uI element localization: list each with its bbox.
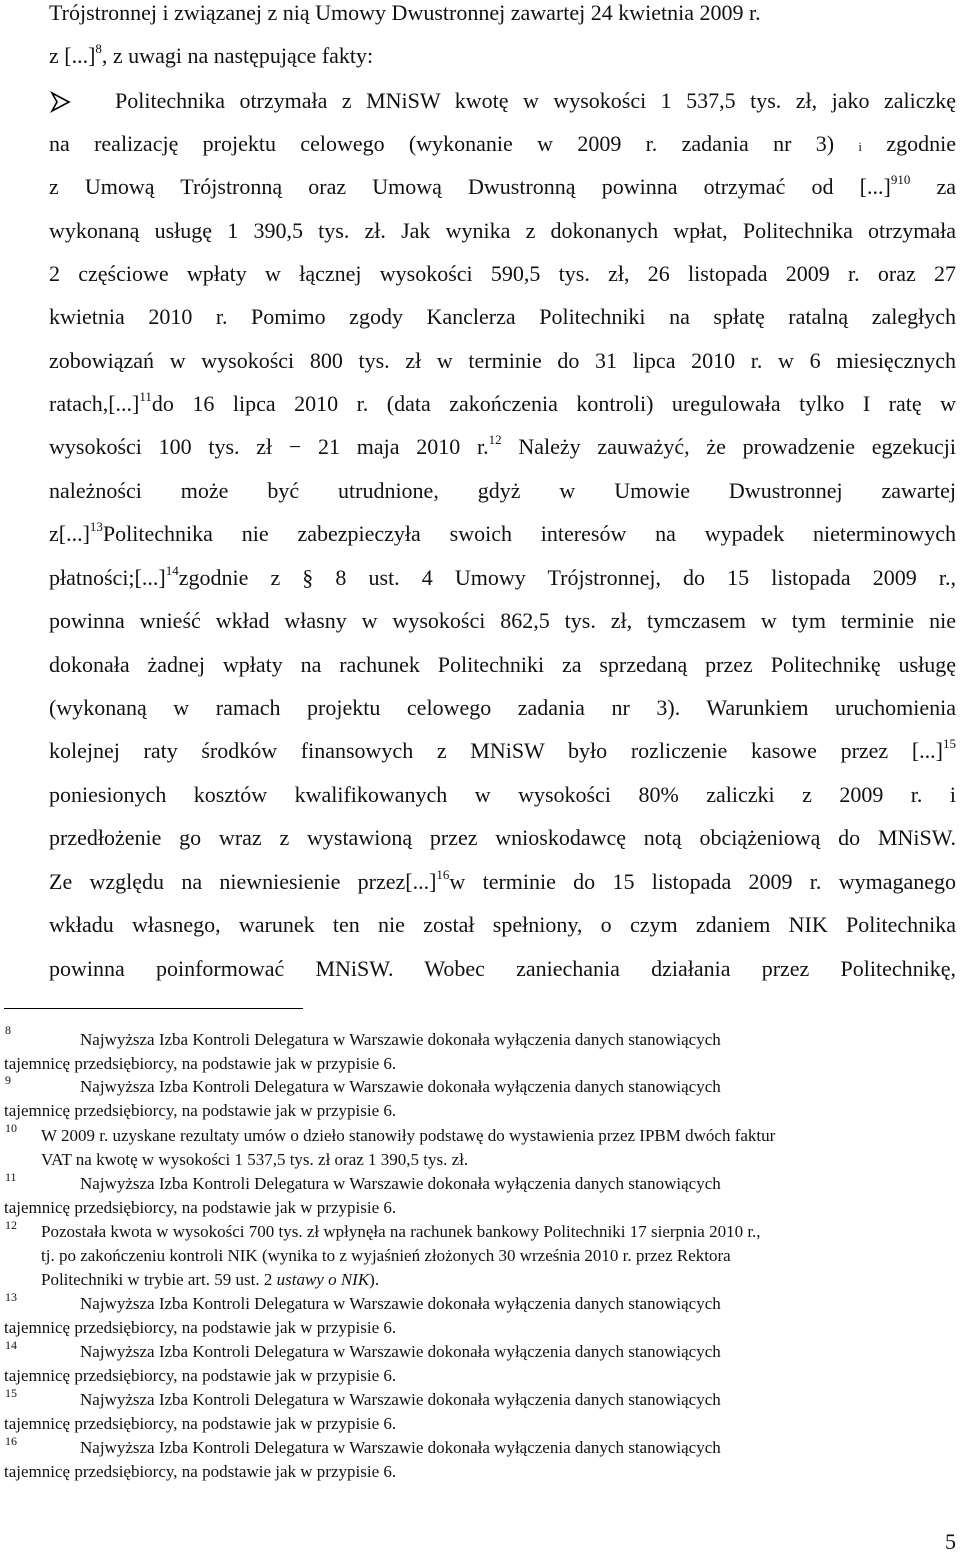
body-line-18: kolejnej raty środków finansowych z MNiSW było rozliczenie kasowe przez [...]$^{15}$ [49, 735, 956, 763]
footnote-14-line-1: Najwyższa Izba Kontroli Delegatura w Warszawie dokonała wyłączenia danych stanowiących [80, 1342, 721, 1361]
footnote-ref-13[interactable]: 13 [89, 518, 103, 534]
footnote-13-line-2: tajemnicę przedsiębiorcy, na podstawie jak w przypisie 6. [4, 1318, 397, 1337]
footnote-15-line-2: tajemnicę przedsiębiorcy, na podstawie jak w przypisie 6. [4, 1414, 397, 1433]
body-line-4: na realizację projektu celowego (wykonanie w 2009 r. zadania nr 3) i zgodnie [49, 131, 956, 156]
footnote-16-line-2: tajemnicę przedsiębiorcy, na podstawie jak w przypisie 6. [4, 1462, 397, 1481]
body-line-1: Trójstronnej i związanej z nią Umowy Dwustronnej zawartej 24 kwietnia 2009 r. [49, 0, 761, 25]
body-line-10: ratach,[...]$^{11}$do 16 lipca 2010 r. (data zakończenia kontroli) uregulowała tylko I ratę w [49, 388, 956, 416]
footnote-number-16: 16 [5, 1434, 17, 1448]
body-line-15: powinna wnieść wkład własny w wysokości 862,5 tys. zł, tymczasem w tym terminie nie [49, 608, 956, 633]
body-line-20: przedłożenie go wraz z wystawioną przez wnioskodawcę notą obciążeniową do MNiSW. [49, 825, 956, 850]
body-line-5: z Umową Trójstronną oraz Umową Dwustronną powinna otrzymać od [...]$^{910}$ za [49, 171, 957, 199]
footnote-ref-9-10[interactable]: 910 [890, 171, 911, 187]
footnote-12-line-3: Politechniki w trybie art. 59 ust. 2 ustawy o NIK). [41, 1270, 380, 1289]
page-number: 5 [945, 1529, 956, 1554]
footnote-12-line-2: tj. po zakończeniu kontroli NIK (wynika to z wyjaśnień złożonych 30 września 2010 r. przez Rektora [41, 1246, 731, 1265]
body-line-8: kwietnia 2010 r. Pomimo zgody Kanclerza Politechniki na spłatę ratalną zaległych [49, 304, 956, 329]
body-line-14: płatności;[...]$^{14}$zgodnie z § 8 ust. 4 Umowy Trójstronnej, do 15 listopada 2009 r., [49, 562, 956, 590]
body-line-22: wkładu własnego, warunek ten nie został spełniony, o czym zdaniem NIK Politechnika [49, 912, 956, 937]
footnote-11-line-2: tajemnicę przedsiębiorcy, na podstawie jak w przypisie 6. [4, 1198, 397, 1217]
footnote-13-line-1: Najwyższa Izba Kontroli Delegatura w Warszawie dokonała wyłączenia danych stanowiących [80, 1294, 721, 1313]
footnote-ref-15[interactable]: 15 [943, 735, 956, 751]
body-line-9: zobowiązań w wysokości 800 tys. zł w terminie do 31 lipca 2010 r. w 6 miesięcznych [49, 348, 956, 373]
body-line-23: powinna poinformować MNiSW. Wobec zaniechania działania przez Politechnikę, [49, 956, 956, 981]
footnote-number-10: 10 [5, 1121, 17, 1135]
footnote-16-line-1: Najwyższa Izba Kontroli Delegatura w Warszawie dokonała wyłączenia danych stanowiących [80, 1438, 721, 1457]
footnote-14-line-2: tajemnicę przedsiębiorcy, na podstawie jak w przypisie 6. [4, 1366, 397, 1385]
footnote-10-line-2: VAT na kwotę w wysokości 1 537,5 tys. zł oraz 1 390,5 tys. zł. [41, 1150, 469, 1169]
footnote-ref-16[interactable]: 16 [436, 866, 450, 882]
footnote-separator [4, 1008, 303, 1009]
footnote-number-11: 11 [5, 1170, 17, 1184]
footnote-9-line-1: Najwyższa Izba Kontroli Delegatura w Warszawie dokonała wyłączenia danych stanowiących [80, 1077, 721, 1096]
footnote-15-line-1: Najwyższa Izba Kontroli Delegatura w Warszawie dokonała wyłączenia danych stanowiących [80, 1390, 721, 1409]
footnote-number-13: 13 [5, 1290, 17, 1304]
footnote-9-line-2: tajemnicę przedsiębiorcy, na podstawie jak w przypisie 6. [4, 1101, 397, 1120]
footnote-ref-14[interactable]: 14 [165, 562, 179, 578]
body-line-21: Ze względu na niewniesienie przez[...]$^{16}$w terminie do 15 listopada 2009 r. wymaganego [49, 866, 956, 894]
body-line-12: należności może być utrudnione, gdyż w Umowie Dwustronnej zawartej [49, 478, 956, 503]
arrow-bullet-icon [49, 90, 73, 114]
body-line-3: Politechnika otrzymała z MNiSW kwotę w wysokości 1 537,5 tys. zł, jako zaliczkę [115, 88, 956, 113]
footnote-number-12: 12 [5, 1218, 17, 1232]
footnote-10-line-1: W 2009 r. uzyskane rezultaty umów o dzieło stanowiły podstawę do wystawienia przez IPBM dwóch faktur [41, 1126, 776, 1145]
footnote-number-14: 14 [5, 1338, 17, 1352]
body-line-19: poniesionych kosztów kwalifikowanych w wysokości 80% zaliczki z 2009 r. i [49, 782, 956, 807]
body-line-11: wysokości 100 tys. zł − 21 maja 2010 r.$^{12}$ Należy zauważyć, że prowadzenie egzekucji [49, 431, 956, 459]
footnote-number-15: 15 [5, 1386, 17, 1400]
footnote-8-line-2: tajemnicę przedsiębiorcy, na podstawie jak w przypisie 6. [4, 1054, 397, 1073]
body-line-7: 2 częściowe wpłaty w łącznej wysokości 590,5 tys. zł, 26 listopada 2009 r. oraz 27 [49, 261, 956, 286]
body-line-16: dokonała żadnej wpłaty na rachunek Politechniki za sprzedaną przez Politechnikę usługę [49, 652, 956, 677]
footnote-12-line-1: Pozostała kwota w wysokości 700 tys. zł wpłynęła na rachunek bankowy Politechniki 17 sierpnia 2010 r., [41, 1222, 761, 1241]
footnote-ref-12[interactable]: 12 [488, 431, 502, 447]
footnote-8-line-1: Najwyższa Izba Kontroli Delegatura w Warszawie dokonała wyłączenia danych stanowiących [80, 1030, 721, 1049]
footnote-number-9: 9 [5, 1073, 11, 1087]
body-line-2: z [...]$^8$, z uwagi na następujące fakty: [49, 40, 374, 68]
footnote-ref-11[interactable]: 11 [139, 388, 152, 404]
footnote-number-8: 8 [5, 1023, 11, 1037]
body-line-13: z[...]$^{13}$Politechnika nie zabezpieczyła swoich interesów na wypadek nieterminowych [49, 518, 956, 546]
body-line-17: (wykonaną w ramach projektu celowego zadania nr 3). Warunkiem uruchomienia [49, 695, 956, 720]
body-line-6: wykonaną usługę 1 390,5 tys. zł. Jak wynika z dokonanych wpłat, Politechnika otrzymała [49, 218, 956, 243]
footnote-11-line-1: Najwyższa Izba Kontroli Delegatura w Warszawie dokonała wyłączenia danych stanowiących [80, 1174, 721, 1193]
footnote-ref-8[interactable]: 8 [95, 40, 102, 56]
